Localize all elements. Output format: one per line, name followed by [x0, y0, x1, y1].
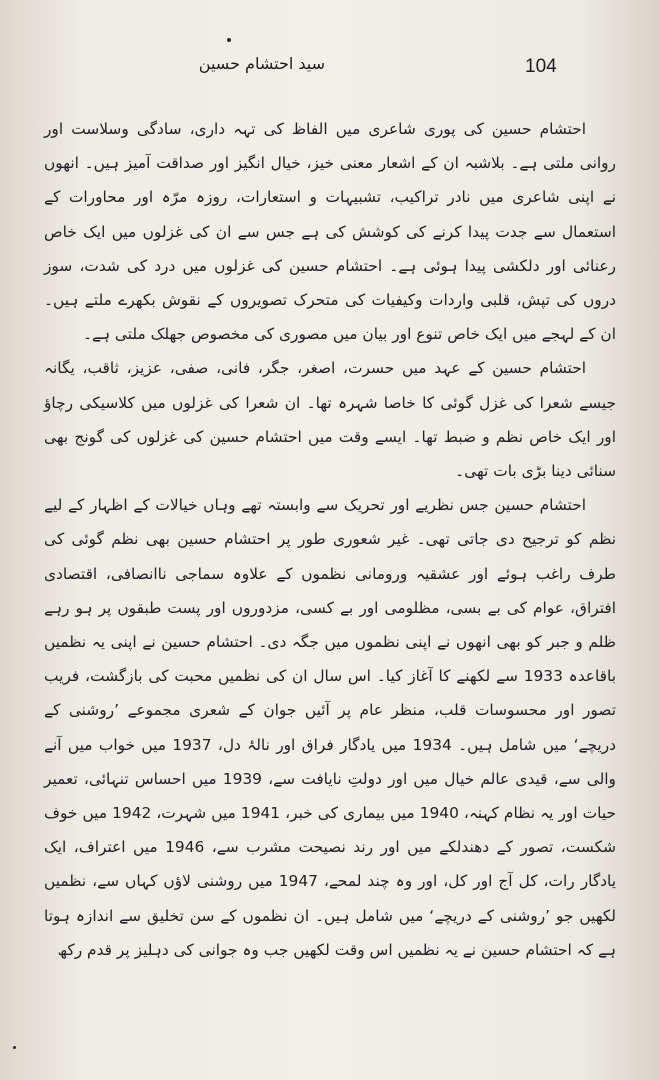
running-head: سید احتشام حسین: [198, 54, 325, 73]
paragraph: احتشام حسین کی پوری شاعری میں الفاظ کی تہہ داری، سادگی وسلاست اور روانی ملتی ہے۔ بلاشبہ ان کے اشعار معنی خیز، خیال انگیز اور صداقت آمیز ہیں۔ انھوں نے اپنی شاعری میں نادر تراکیب، تشبیہات و استعارات، روزہ مرّہ اور محاورات کے استعمال سے جدت پیدا کرنے کی کوشش کی ہے جس سے ان کی غزلوں میں ایک خاص رعنائی اور دلکشی پیدا ہوئی ہے۔ احتشام حسین کی غزلوں میں درد کی شدت، سوز دروں کی تپش، قلبی واردات وکیفیات کی متحرک تصویروں کے نقوش بکھرے ملتے ہیں۔ ان کے لہجے میں ایک خاص تنوع اور بیان میں مصوری کی مخصوص جھلک ملتی ہے۔: [44, 120, 616, 344]
body-text: [44, 112, 616, 1012]
page-header: [40, 52, 620, 88]
page-number: 104: [525, 56, 557, 77]
paragraph: احتشام حسین کے عہد میں حسرت، اصغر، جگر، فانی، صفی، عزیز، ثاقب، یگانہ جیسے شعرا کی غزل گوئی کا خاصا شہرہ تھا۔ ان شعرا کی غزلوں میں کلاسیکی رچاؤ اور ایک خاص نظم و ضبط تھا۔ ایسے وقت میں احتشام حسین کی غزلوں کی گونج بھی سنائی دینا بڑی بات تھی۔: [44, 359, 616, 481]
paragraph: احتشام حسین جس نظریے اور تحریک سے وابستہ تھے وہاں خیالات کے اظہار کے لیے نظم کو ترجیح دی جاتی تھی۔ غیر شعوری طور پر احتشام حسین بھی نظم گوئی کی طرف راغب ہوئے اور عشقیہ ورومانی نظموں کے علاوہ سماجی ناانصافی، اقتصادی افتراق، عوام کی بے بسی، مظلومی اور بے کسی، مزدوروں اور پست طبقوں پر ہو رہے ظلم و جبر کو بھی انھوں نے اپنی نظموں میں جگہ دی۔ احتشام حسین نے اپنی یہ نظمیں باقاعدہ 1933 سے لکھنے کا آغاز کیا۔ اس سال ان کی نظمیں محبت کی بازگشت، فریب تصور اور محسوسات قلب، منظر عام پر آئیں جوان کے شعری مجموعے ’روشنی کے دریچے‘ میں شامل ہیں۔ 1934 میں یادگار فراق اور نالۂ دل، 1937 میں خواب میں آنے والی سے، قیدی عالم خیال میں اور دولتِ نایافت سے، 1939 میں احساس تنہائی، تعمیر حیات اور یہ نظام کہنہ، 1940 میں بیماری کی خبر، 1941 میں شہرت، 1942 میں خوف شکست، تصور کے دھندلکے میں اور رند نصیحت مشرب سے، 1946 میں اعتراف، ایک یادگار رات، کل آج اور کل، اور وہ چند لمحے، 1947 میں روشنی لاؤں کہاں سے، نظمیں لکھیں جو ’روشنی کے دریچے‘ میں شامل ہیں۔ ان نظموں کے سن تخلیق سے اندازہ ہوتا ہے کہ احتشام حسین نے یہ نظمیں اس وقت لکھیں جب وہ جوانی کی دہلیز پر قدم رکھ: [44, 496, 617, 959]
ink-dot-top: [227, 38, 231, 42]
ink-dot-bottom: [13, 1046, 16, 1049]
